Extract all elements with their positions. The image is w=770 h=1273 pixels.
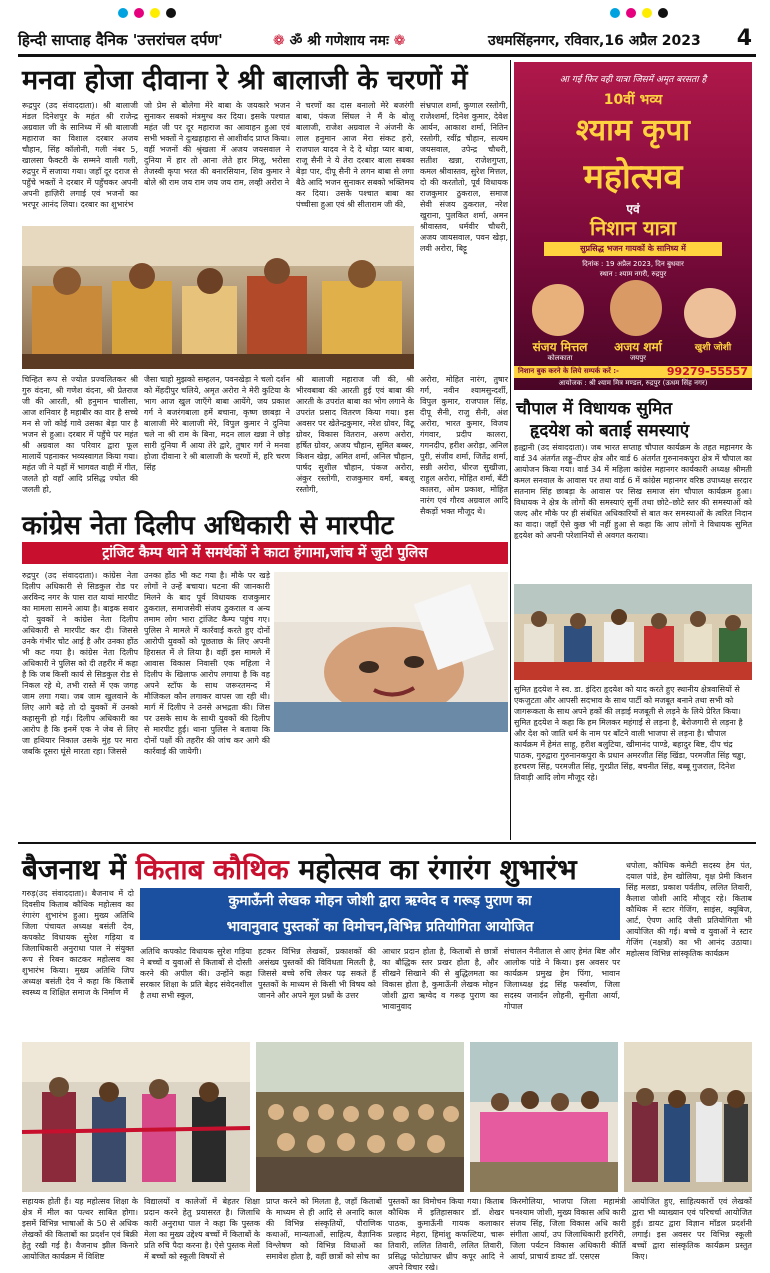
singer1-city: कोलकाता [547,354,573,362]
ad-title4: निशान यात्रा [589,216,677,240]
ad-ribbon: सुप्रसिद्ध भजन गायकों के सानिध्य में [544,242,722,256]
story3-col2: उनका होंठ भी कट गया है। मौके पर खड़े लोगों ने उन्हें बचाया। घटना की जानकारी मिलने के बाद पूर्व विधायक राजकुमार ठुकराल, समाजसेवी संजय ठुकराल व अन्य तमाम लोग भारा ट्रांजिट कैम्प पहुंच गए। पुलिस ने मामले में कार्रवाई करते हुए दोनों आरोपी युवकों को पूछताछ के लिए अपनी हिरासत में ले लिया है। वहीं इस मामले में आवास विकास निवासी एक महिला ने दिलीप के खिलाफ आरोप लगाया है कि वह अपने स्टॉफ के साथ जरूरतमन्द में मौजिकल कौन लगाकर वापस जा रही थी। मार्ग में दिलीप ने उनसे अभद्रता की। जिस पर उसके साथ के साथी युवकों की दिलीप से मारपीट हुई। थाना पुलिस ने बताया कि दोनों पक्षों की तहरीर की जांच कर आगे की कार्रवाई की जायेगी। [144,571,270,756]
singer2-city: जयपुर [629,354,647,362]
story2-body: हल्द्वानी (उद संवाददाता)। जब भारत सप्ताह चौपाल कार्यक्रम के तहत महानगर के वार्ड 34 अंतर्गत लड्डू–टीपर क्षेत्र और वार्ड 6 अंतर्गत गुरुनानकपुरा क्षेत्र में चौपाल का आयोजन किया गया। वार्ड 34 में महिला कांग्रेस महानगर कार्यकारी अध्यक्ष श्रीमती कमल सनवाल के आवास पर तथा वार्ड 6 में कांग्रेस महानगर वरिष्ठ उपाध्यक्ष सरदार सतनाम सिंह छाबड़ा के आवास पर सिख समाज संग चौपाल कार्यक्रम हुआ। विधायक ने क्षेत्र के लोगों की समस्याएं सुनीं तथा छोटे–छोटे स्तर की समस्याओं को जल्द और मौके पर ही संबंधित अधिकारियों से बात कर समस्याओं के त्वरित निदान का वादा। जहाँ ऐसे कुछ भी नहीं हुआ से कहा कि आप लोगों ने विधायक सुमित हृदयेश को अपनी परेशानियों से अवगत कराया। [514,443,752,540]
ad-place: स्थान : श्याम नगरी, रुद्रपुर [599,270,667,278]
story4-headline-part1: बैजनाथ में [22,853,126,886]
ad-title2: महोत्सव [583,157,683,197]
ad-title3: एवं [626,202,640,216]
ad-organizer: आयोजक : श्री श्याम मित्र मण्डल, रुद्रपुर (ऊधम सिंह नगर) [558,379,708,387]
story1-col5: चिन्हित रूप से ज्योत प्रज्वलितकर श्री गुरु वंदना, श्री गणेश वंदना, श्री प्रेतराज जी की आरती, श्री हनुमान चालीसा, आज शनिवार है महाबीर का वार है सच्चे मन से जो कोई गावे उसका बेड़ा पार है भजन से हुआ। दरबार में पहुँचे पर महंत श्री अग्रवाल का परिवार द्वारा फूल मालायें पहनाकर भव्यस्वागत किया गया। महंत जी ने यहाँ में भागवत वाही में गीत, जलते हो वहाँ आदि प्रसिद्ध ज्योत की जलती हो, [22,375,138,494]
om-icon: ❁ [388,33,406,49]
story2-headline-line2: हृदयेश को बताई समस्याएं [530,421,690,441]
story1-col2: जो प्रेम से बोलेगा मेरे बाबा के जयकारे भजन सुनाकर सबको मंत्रमुग्ध कर दिया। इसके पश्चात महंत जी पर दूर महाराज का आवाहन हुआ एवं सभी भक्तों ने दुःखहाहारा से आशीर्वाद प्राप्त किया। वहीं भजनों की श्रृंखला में अजय जयसवाल ने दुनिया में हार तो आना लेते हार मिलू, भरोसा तेजस्वी कृपा भरत की बनारसियान, शिव कुमार ने बोले श्री राम जय राम जय जय राम, लव्ही अरोरा ने [144,101,290,187]
story4-headline-part2: किताब कौथिक [135,853,289,886]
ad-phone: 99279-55557 [666,365,748,378]
ad-booking-bar [514,366,752,378]
singer2-name: अजय शर्मा [614,340,662,354]
story4-col1: गरुड़(उद संवाददाता)। बैजनाथ में दो दिवसीय किताब कौथिक महोत्सव का रंगारंग शुभारंभ हुआ। मुख्य अतिथि जिला पंचायत अध्यक्ष बसंती देव, कपकोट विधायक सुरेश गड़िया व जिलाधिकारी अनुराधा पाल ने संयुक्त रूप से रिबन काटकर महोत्सव का शुभारंभ किया। मुख्य अतिथि जिप अध्यक्ष बसंती देव ने कहा कि किताबें स्वस्थ्य व शिक्षित समाज के निर्माण में [22,889,134,997]
cyan-dot [118,8,128,18]
story4-photo-group [624,1042,752,1192]
ad-edition: 10वीं भव्य [603,92,663,108]
advertisement [514,62,752,390]
section-divider [18,842,756,844]
story4-bottom-col4: पुस्तकों का विमोचन किया गया। किताब कौथिक में इतिहासकार डॉ. शेखर पाठक, कुमाऊँनी गायक कलाकार प्रल्हाद मेहरा, हिमांशु कफल्टिया, चारू तिवारी, ललित तिवारी, ललित तिवारी, प्रसिद्ध फोटोग्राफर थ्रीप कपूर आदि ने अपने विचार रखे। [388,1197,504,1272]
story4-bottom-col5: किरमोलिया, भाजपा जिला महामंत्री घनश्याम जोशी, मुख्य विकास अधि कारी संजय सिंह, जिला विकास अधि कारी संगीता आर्या, उप जिलाधिकारी हरगिरी, जिला पर्यटन विकास अधिकारी कीर्ति आर्या, प्राचार्य डायट डॉ. एसएस [510,1197,626,1261]
story1-col8: अरोरा, मोहित नारंग, तुषार गर्ग, नवीन श्यामसुन्दर्शी, विपुल कुमार, राजपाल सिंह, दीपू सैनी, राजु सैनी, अंश अरोरा, भारत कुमार, विजय गंगवार, प्रदीप कालरा, गगनदीप, हरीश अरोड़ा, अनिल पुरी, संजीव शर्मा, जितेंद्र शर्मा, सन्नी अरोरा, धीरज सुखीजा, राहुल अरोरा, मोहित शर्मा, बँटी कालरा, ओम प्रकाश, मोहित नारंग एवं गौरव अग्रवाल आदि सैकड़ों भक्त मौजूद थे। [420,375,508,516]
story3-headline: कांग्रेस नेता दिलीप अधिकारी से मारपीट [22,511,394,541]
story3-photo [274,572,508,732]
story1-col7: श्री बालाजी महाराज जी की, श्री भीरवबाबा की आरती हुई एवं बाबा की आरती के उपरांत बाबा का भोग लगाने के उपरांत प्रसाद वितरण किया गया। इस अवसर पर खेतेन्द्रकुमार, नरेश ग्रोवर, विटू ग्रोवर, विकास वितरान, अरुण अरोरा, हर्षित ग्रोवर, अजय चौहान, सुमित बब्बर, किशन खेड़ा, अमित शर्मा, अनिल चौहान, पार्षद सुशील चौहान, पंकज अरोरा, अंकुर रस्तोगी, राजकुमार वर्मा, बबलू रस्तोगी, [296,375,414,494]
story1-col4: संभ्रपाल शर्मा, कुणाल रस्तोगी, राजेश्शर्मा, दिनेश कुमार, देवेश आर्यन, आकाश शर्मा, नितिन रस्तोगी, रवींद्र चौहान, सत्यम जयसवाल, उपेन्द्र चौधरी, सतीश खन्ना, राजेशगुप्ता, कमल श्रीवास्तव, सुरेश मित्तल, दो की करतोतो, पूर्व विधायक राजकुमार ठुकराल, समाज सेवी संजय ठुकराल, नरेश खुराना, पुलकित शर्मा, अमन श्रीवास्तव, धर्मवीर चौधरी, अजय जायसवाल, पवन खेड़ा, लवी अरोरा, बिट्टू [420,101,508,253]
ad-date: दिनांक : 19 अप्रैल 2023, दिन बुधवार [582,260,684,268]
story4-col3: हटकर विभिन्न लेखकों, प्रकाशकों की असंख्य पुस्तकों की विविधता मिलती है, जिससे बच्चे रुचि लेकर पढ़ सकते हैं पुस्तकों के माध्यम से किसी भी विषय को जानने और अपने मूल प्रश्नों के उत्तर [258,947,376,1000]
story1-col1: रूद्रपुर (उद संवाददाता)। श्री बालाजी मंडल दिनेशपुर के महंत श्री राजेन्द्र अग्रवाल जी के सानिध्य में श्री बालाजी महाराज का विशाल दरबार अजय चौहान, सिंह कॉलोनी, गली नंबर 5, खालसा फैक्टरी के सम्मने वाली गली, रुद्रपुर में सजाया गया। जहाँ दूर दराज से पहुँचे भक्तों ने दरबार में पहुँचकर अपनी अपनी हाज़िरी लगाई एवं भजनों का भरपूर आनंद लिया। दरबार का शुभारंभ [22,101,138,209]
singer1-name: संजय मित्तल [532,340,588,354]
singer1-photo [532,284,584,336]
story4-col4: आधार प्रदान होता है, किताबों से छात्रों का बौद्धिक स्तर प्रखर होता है, और सीखने सिखाने की से बुद्धिलमता का विकास होता है, कुमाऊँनी लेखक मोहन जोशी द्वारा ऋग्वेद व गरूड़ पुराण का भावानुवाद [382,947,498,1011]
black-dot [658,8,668,18]
singer3-name: खुशी जोशी [694,343,732,353]
singer3-photo [684,288,736,338]
cyan-dot [610,8,620,18]
story4-col5: संचालन नैनीताल से आए हेमंत बिष्ट और आलोक पांडे ने किया। इस अवसर पर कार्यक्रम प्रमुख हेम पिंगा, भावान जिलाध्यक्ष इंद्र सिंह फर्स्वाण, जिला सदस्य जनार्दन लोहनी, सुनीता आर्या, गोपाल [504,947,620,1011]
singer2-photo [610,280,662,336]
magenta-dot [134,8,144,18]
story4-photo-stage [470,1042,618,1192]
newspaper-name: हिन्दी साप्ताह दैनिक 'उत्तरांचल दर्पण' [18,31,223,49]
story3-col1: रुद्रपुर (उद संवाददाता)। कांग्रेस नेता दिलीप अधिकारी से सिडकुल रोड पर अरविन्द नगर के पास रात यायां मारपीट का मामला सामने आया है। बाइक सवार दो युवकों ने कांग्रेस नेता दिलीप अधिकारी से मारपीट कर दी। जिससे उनके गंभीर चोट आई है और उनका होंठ भी कट गया है। कांग्रेस नेता दिलीप अधिकारी ने पुलिस को दी तहरीर में कहा है कि जब किसी कार्य से सिडकुल रोड से निकल रहे थे, तभी रास्ते में एक जगह जाम लगा गया। जब जाम खुलवाने के लिए आगे बढ़े तो दो युवकों में उनको कहासुनी हो गई। दिलीप अधिकारी का आरोप है कि इनमें एक ने जेब से लिए जा हथियार निकाल उसके मुंह पर मारा जबकि दूसरा घूंसे मारता रहा। जिससे [22,571,138,756]
story4-col6: धपोला, कौथिक कमेटी सदस्य हेम पंत, दयाल पांडे, हेम खोलिया, वृक्ष प्रेमी किशन सिंह मलडा, प्रकाश पर्वतीय, ललित तिवारी, कैलाश जोशी आदि मौजूद रहे। किताब कौथिक में स्टार गेजिंग, साइंस, क्यूबिज, आर्ट, ऐपण आदि जैसी प्रतियोगिता भी आयोजित की गई। बच्चे व युवाओं ने स्टार गेजिंग (नक्षत्रों) का भी आनंद उठाया। महोत्सव विभिन्न सांस्कृतिक कार्यक्रम [626,861,752,958]
om-icon: ❁ [273,33,290,49]
dateline: उधमसिंहनगर, रविवार,16 अप्रैल 2023 [488,33,701,49]
page-number: 4 [736,26,752,51]
yellow-dot [642,8,652,18]
invocation-text: ॐ श्री गणेशाय नमः [289,33,389,49]
ad-title1: श्याम कृपा [575,113,691,148]
black-dot [166,8,176,18]
yellow-dot [150,8,160,18]
story4-bottom-col2: विद्यालयों व कालेजों में बेहतर शिक्षा प्रदान करने हेतु प्रयासरत है। जिलाधि कारी अनुराधा पाल ने कहा कि पुस्तक मेला का मुख्य उद्देश्य बच्चों में किताबों के प्रति रुचि पैदा करना है। ऐसे पुस्तक मेलों में बच्चों को स्कूली विषयों से [144,1197,260,1261]
story4-subhead-line2: भावानुवाद पुस्तकों का विमोचन,विभिन्न प्रतियोगिता आयोजित [140,914,620,940]
story2-caption: सुमित हृदयेश ने स्व. डा. इंदिरा हृदयेश को याद करते हुए स्थानीय क्षेत्रवासियों से एकजुटता और आपसी सदभाव के साथ पार्टी को मजबूत बनाने तथा सभी को जागरूकता के साथ अपने हकों की लड़ाई मजबूती से लड़ने के लिये प्रेरित किया। सुमित हृदयेश ने कहा कि हम मिलकर महंगाई से लड़ना है, बेरोजगारी से लड़ना है और देश को जाति धर्म के नाम पर बाँटने वाली भाजपा से लड़ना है। चौपाल कार्यक्रम में हेमंत साहू, हरीश बलुटिया, खीमानंद पाण्डे, बहादुर बिष्ट, दीप चंद्र पाठक, गुरुद्वारा गुरुनानकपुरा के प्रधान अमरजीत सिंह खिंडा, परमजीत सिंह चड्ढा, हरचरण सिंह, परमजीत सिंह, गुरप्रीत सिंह, बचनीत सिंह, बब्बू गुजराल, दिनेश तिवाड़ी आदि लोग मौजूद रहे। [514,685,746,782]
story4-bottom-col1: सहायक होती हैं। यह महोत्सव शिक्षा के क्षेत्र में मील का पत्थर साबित होगा। इसमें विभिन्न भाषाओं के 50 से अधिक लेखकों की किताबों का प्रदर्शन एवं बिक्री हेतु रखी गई है। वैजनाथ झील किनारे आयोजित कार्यक्रम में विशिष्ट [22,1197,138,1261]
story4-col2: अतिथि कपकोट विधायक सुरेश गड़िया ने बच्चों व युवाओं से किताबों से दोस्ती करने की अपील की। उन्होंने कहा सरकार शिक्षा के प्रति बेहद संवेदनशील है तथा सभी स्कूल, [140,947,252,1000]
story4-photo-ribbon [22,1042,250,1192]
story2-headline-line1: चौपाल में विधायक सुमित [516,399,673,419]
story2-photo [514,584,752,680]
magenta-dot [626,8,636,18]
story1-col3: ने चरणों का दास बनालो मेरे बजरंगी बाबा, पंकज सिंघल ने मैं के बोलू बालाजी, राजेश अग्रवाल ने अंजनी के लाल हनुमान आज मेरा संकट हरो, राजपाल यादव ने दे दे थोड़ा प्यार बाबा, राजू सैनी ने ये तेरा दरबार बाला सबका बेड़ा पार, दीपू सैनी ने लगन बाबा से लगा बैठे आदि भजन सुनाकर सबको भक्तिमय कर दिया। उसके पश्चात बाबा का पंच्चीसा हुआ एवं श्री सीताराम जी की, [296,101,414,209]
story4-bottom-col3: प्राप्त करने को मिलता है, जहाँ किताबों के माध्यम से ही आदि से अनादि काल की विभिन्न संस्कृतियों, पौराणिक कथाओं, मान्यताओं, साहित्य, वैज्ञानिक विश्लेषण को विभिन्न विधाओं का समावेश होता है, वहीं छात्रों को सोच का [266,1197,382,1261]
column-divider [510,60,511,840]
story3-subhead: ट्रांजिट कैम्प थाने में समर्थकों ने काटा हंगामा,जांच में जुटी पुलिस [22,542,508,564]
story4-bottom-col6: आयोजित हुए, साहित्यकारों एवं लेखकों द्वारा भी व्याख्यान एवं परिचर्चा आयोजित हुई। डायट द्वारा विज्ञान मॉडल प्रदर्शनी लगाई। इस अवसर पर विभिन्न स्कूली बच्चों द्वारा सांस्कृतिक कार्यक्रम प्रस्तुत किए। [632,1197,752,1261]
story4-subhead-line1: कुमाऊँनी लेखक मोहन जोशी द्वारा ऋग्वेद व गरूड़ पुराण का [140,888,620,914]
story4-photo-audience [256,1042,464,1192]
ad-booking-text: निशान बुक करने के लिये सम्पर्क करें :- [518,367,619,375]
story4-headline [22,850,577,888]
story4-headline-part3: महोत्सव का रंगारंग शुभारंभ [298,853,577,886]
story1-col6: जैसा चाहो मुझको सम्हलन, पवनखेड़ा ने चलो दर्शन को मेंहदीपुर चलिये, अमृत अरोरा ने मेरी कुटिया के भाग आज खुल जाएँगे बाबा आयेंगे, जय प्रकाश गर्ग ने बजरंगबाला हमें बचाना, कृष्ण छाबड़ा ने बालाजी मेरे बालाजी मेरे, विपुल कुमार ने दुनिया चले ना श्री राम के बिना, मदन लाल खन्ना ने छोड़ सारी दुनिया मैं आया तेरे द्वारे, तुषार गर्ग ने मनवा होजा दीवाना रे श्री बालाजी के चरणों में, हरि चरण सिंह [144,375,290,472]
ad-tagline: आ गई फिर वही यात्रा जिसमें अमृत बरसता है [559,75,707,85]
color-registration-strip [0,0,770,26]
story1-photo [22,226,414,369]
invocation [273,31,405,50]
story1-headline: मनवा होजा दीवाना रे श्री बालाजी के चरणों में [22,65,468,96]
masthead [18,28,756,57]
